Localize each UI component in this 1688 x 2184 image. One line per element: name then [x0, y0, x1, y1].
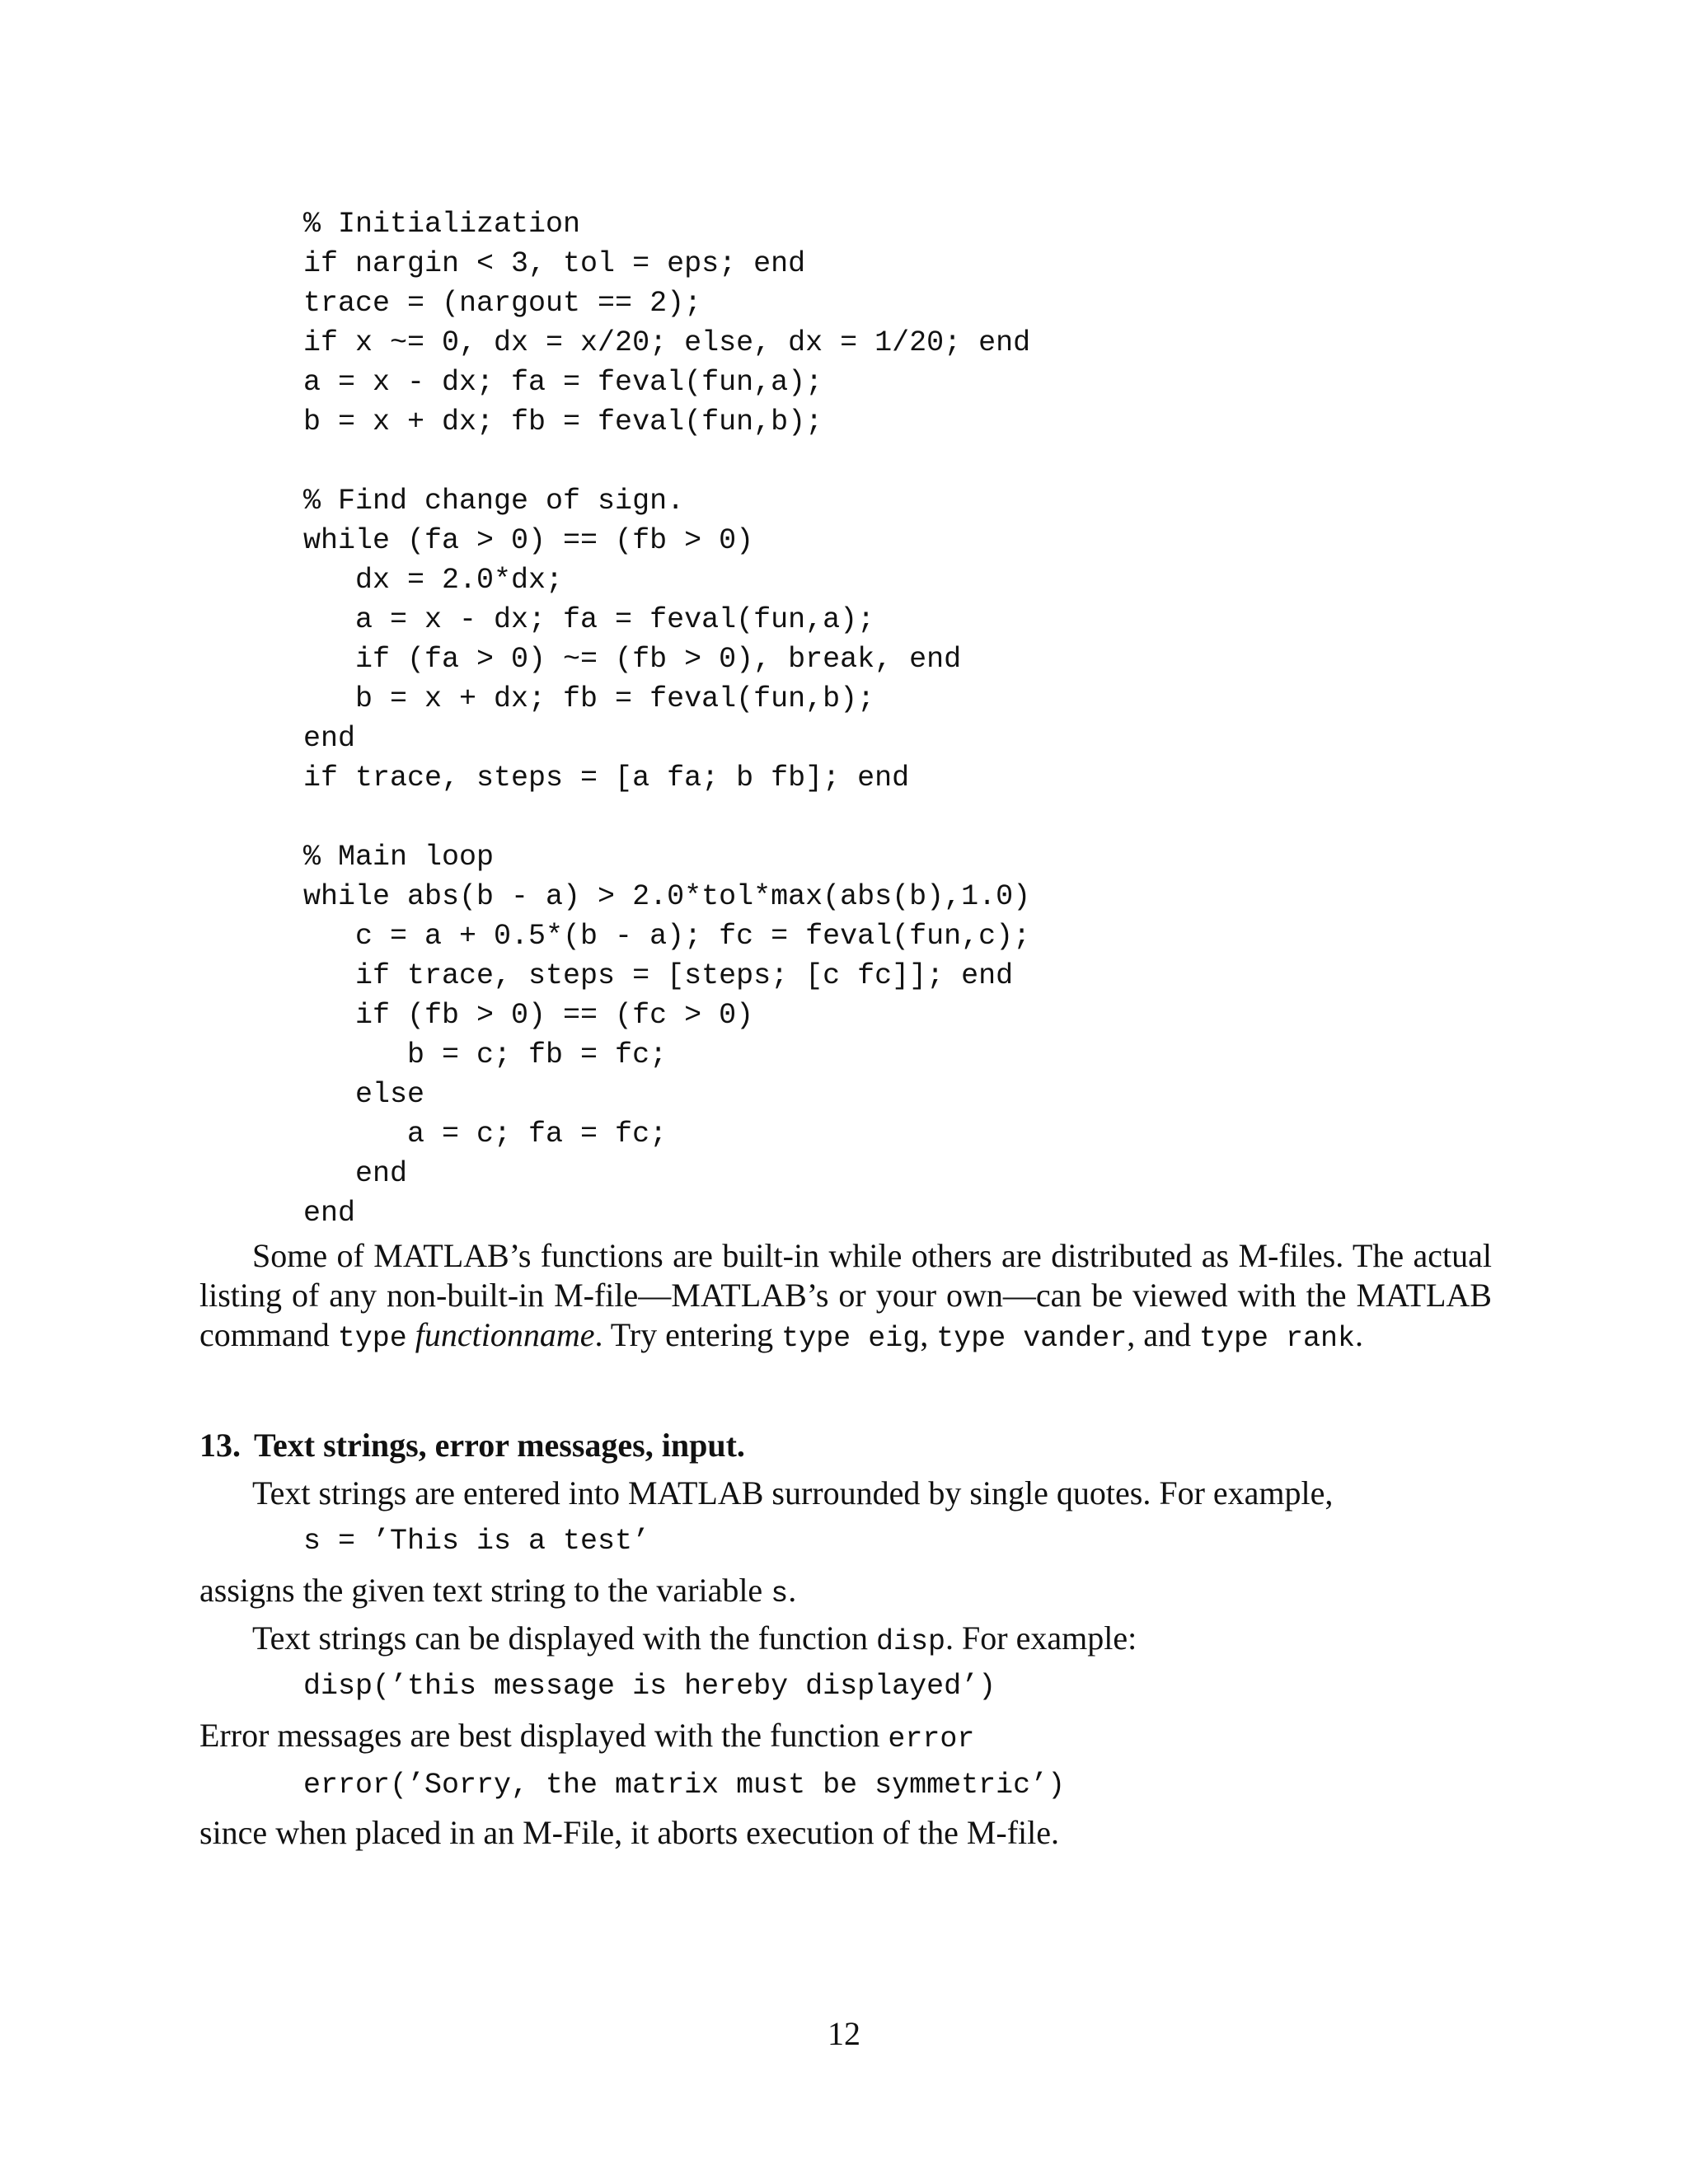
- code-line: % Initialization: [303, 208, 581, 241]
- section-title: Text strings, error messages, input.: [254, 1427, 745, 1464]
- code-line: % Main loop: [303, 841, 495, 874]
- inline-code: error: [888, 1722, 975, 1755]
- code-line: if (fb > 0) == (fc > 0): [303, 999, 754, 1032]
- error-example-code: error(’Sorry, the matrix must be symmetric’): [303, 1769, 1066, 1802]
- section-heading: [199, 1426, 745, 1465]
- inline-code: s: [771, 1577, 789, 1610]
- code-line: if trace, steps = [a fa; b fb]; end: [303, 762, 910, 794]
- paragraph-text: . Try entering: [594, 1316, 782, 1353]
- code-line: while abs(b - a) > 2.0*tol*max(abs(b),1.0): [303, 880, 1031, 913]
- error-line: [199, 1716, 974, 1759]
- strings-example-code: s = ’This is a test’: [303, 1525, 650, 1558]
- disp-example-code: disp(’this message is hereby displayed’): [303, 1670, 996, 1703]
- inline-code: type: [337, 1322, 407, 1355]
- code-line: [303, 798, 1030, 837]
- code-line: [303, 442, 1030, 481]
- code-line: if nargin < 3, tol = eps; end: [303, 247, 806, 280]
- inline-code: disp: [876, 1625, 946, 1658]
- code-line: % Find change of sign.: [303, 485, 685, 518]
- paragraph-text: , and: [1127, 1316, 1200, 1353]
- code-line: while (fa > 0) == (fb > 0): [303, 524, 754, 557]
- code-line: a = x - dx; fa = feval(fun,a);: [303, 366, 823, 399]
- code-line: b = x + dx; fb = feval(fun,b);: [303, 405, 823, 438]
- code-line: a = c; fa = fc;: [303, 1118, 668, 1151]
- code-line: c = a + 0.5*(b - a); fc = feval(fun,c);: [303, 920, 1031, 953]
- code-line: b = c; fb = fc;: [303, 1038, 668, 1071]
- paragraph-text: ,: [920, 1316, 937, 1353]
- since-line: since when placed in an M-File, it aborts execution of the M-file.: [199, 1814, 1060, 1851]
- code-line: if (fa > 0) ~= (fb > 0), break, end: [303, 643, 962, 676]
- matlab-code-listing: [303, 204, 1030, 1233]
- inline-code: type eig: [781, 1322, 921, 1355]
- line-text: assigns the given text string to the variable: [199, 1572, 771, 1609]
- inline-code: type rank: [1199, 1322, 1356, 1355]
- mfiles-paragraph: [199, 1236, 1492, 1358]
- paragraph-text: Some of MATLAB’s functions are built-in while others are distributed as M-files. The actual listing of any non-built-in M-file—MATLAB’s or your own—can be viewed with the MATLAB command: [199, 1237, 1492, 1353]
- code-line: a = x - dx; fa = feval(fun,a);: [303, 603, 875, 636]
- strings-intro: Text strings are entered into MATLAB surrounded by single quotes. For example,: [252, 1474, 1334, 1511]
- code-line: else: [303, 1078, 425, 1111]
- line-text: .: [788, 1572, 797, 1609]
- code-line: if trace, steps = [steps; [c fc]]; end: [303, 959, 1014, 992]
- line-text: Error messages are best displayed with the function: [199, 1717, 889, 1754]
- section-number: 13.: [199, 1427, 241, 1464]
- code-line: trace = (nargout == 2);: [303, 287, 702, 320]
- code-line: if x ~= 0, dx = x/20; else, dx = 1/20; end: [303, 326, 1031, 359]
- code-line: end: [303, 722, 356, 755]
- paragraph-text: .: [1355, 1316, 1364, 1353]
- code-line: end: [303, 1157, 408, 1190]
- code-line: dx = 2.0*dx;: [303, 564, 564, 597]
- page-number: 12: [828, 2015, 860, 2052]
- line-text: . For example:: [945, 1619, 1137, 1657]
- code-line: b = x + dx; fb = feval(fun,b);: [303, 682, 875, 715]
- inline-code: type vander: [936, 1322, 1128, 1355]
- disp-line: [252, 1619, 1137, 1661]
- code-line: end: [303, 1197, 356, 1230]
- line-text: Text strings can be displayed with the function: [252, 1619, 877, 1657]
- assigns-line: [199, 1571, 796, 1614]
- italic-text: functionname: [415, 1316, 595, 1353]
